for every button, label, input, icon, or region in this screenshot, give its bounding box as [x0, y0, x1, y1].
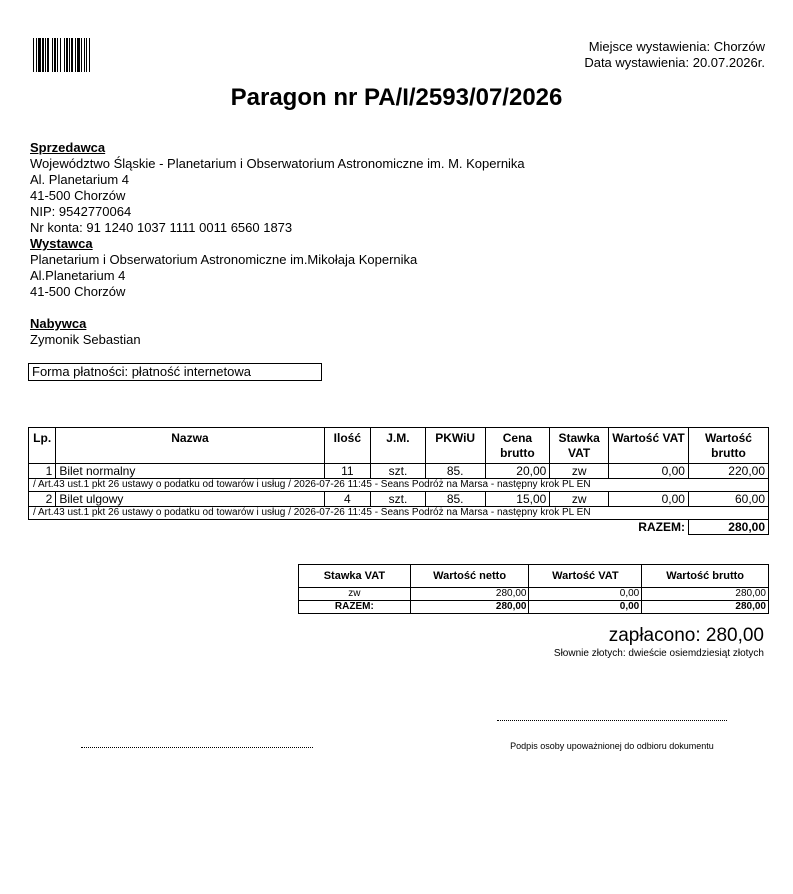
item-gross: 220,00	[688, 464, 768, 479]
header-price: Cena brutto	[485, 428, 550, 464]
item-gross: 60,00	[688, 492, 768, 507]
amount-in-words: Słownie złotych: dwieście osiemdziesiąt złotych	[553, 648, 764, 659]
issuer-heading: Wystawca	[30, 236, 93, 251]
item-price: 20,00	[485, 464, 550, 479]
seller-account: Nr konta: 91 1240 1037 1111 0011 6560 1873	[30, 220, 293, 235]
summary-total-net: 280,00	[410, 601, 529, 614]
header-gross: Wartość brutto	[688, 428, 768, 464]
items-total-value: 280,00	[688, 520, 768, 535]
signature-line-issuer	[81, 747, 313, 748]
summary-total-vat: 0,00	[529, 601, 642, 614]
item-pkwiu: 85.	[425, 492, 485, 507]
summary-header-rate: Stawka VAT	[299, 565, 411, 588]
header-lp: Lp.	[29, 428, 56, 464]
table-row	[29, 492, 769, 507]
table-row	[29, 464, 769, 479]
seller-line: Al. Planetarium 4	[30, 172, 129, 187]
item-vat-rate: zw	[550, 464, 609, 479]
summary-total-gross: 280,00	[642, 601, 769, 614]
summary-header-gross: Wartość brutto	[642, 565, 769, 588]
seller-nip: NIP: 9542770064	[30, 204, 132, 219]
summary-total-row	[299, 601, 769, 614]
items-header-row	[29, 428, 769, 464]
summary-header-vat: Wartość VAT	[529, 565, 642, 588]
header-qty: Ilość	[324, 428, 371, 464]
item-vat-value: 0,00	[609, 492, 689, 507]
signature-label: Podpis osoby upoważnionej do odbioru dokumentu	[510, 741, 714, 751]
amount-paid: zapłacono: 280,00	[608, 625, 764, 646]
seller-heading: Sprzedawca	[30, 140, 106, 155]
issuer-line: Planetarium i Obserwatorium Astronomiczne im.Mikołaja Kopernika	[30, 252, 418, 267]
item-unit: szt.	[371, 492, 426, 507]
item-pkwiu: 85.	[425, 464, 485, 479]
issuer-line: Al.Planetarium 4	[30, 268, 126, 283]
seller-block	[30, 140, 525, 236]
summary-gross: 280,00	[642, 588, 769, 601]
document-title: Paragon nr PA/I/2593/07/2026	[230, 84, 563, 111]
buyer-block	[30, 316, 141, 348]
item-name: Bilet ulgowy	[56, 492, 324, 507]
summary-header-row	[299, 565, 769, 588]
buyer-name: Zymonik Sebastian	[30, 332, 141, 347]
summary-rate: zw	[299, 588, 411, 601]
barcode	[33, 38, 123, 72]
issuer-line: 41-500 Chorzów	[30, 284, 126, 299]
item-note: / Art.43 ust.1 pkt 26 ustawy o podatku od towarów i usług / 2026-07-26 11:45 - Seans Podróż na Marsa - następny krok PL EN	[29, 507, 769, 520]
issuer-block	[30, 236, 417, 300]
item-vat-value: 0,00	[609, 464, 689, 479]
items-table	[28, 427, 769, 535]
summary-header-net: Wartość netto	[410, 565, 529, 588]
item-price: 15,00	[485, 492, 550, 507]
payment-method: Forma płatności: płatność internetowa	[28, 363, 322, 381]
seller-line: Województwo Śląskie - Planetarium i Obserwatorium Astronomiczne im. M. Kopernika	[30, 156, 525, 171]
header-pkwiu: PKWiU	[425, 428, 485, 464]
item-unit: szt.	[371, 464, 426, 479]
table-row-note	[29, 479, 769, 492]
signature-line-recipient	[497, 720, 727, 721]
header-unit: J.M.	[371, 428, 426, 464]
header-vat-value: Wartość VAT	[609, 428, 689, 464]
item-qty: 4	[324, 492, 371, 507]
header-vat-rate: Stawka VAT	[550, 428, 609, 464]
items-total-label: RAZEM:	[638, 520, 685, 535]
seller-line: 41-500 Chorzów	[30, 188, 126, 203]
issue-place: Miejsce wystawienia: Chorzów	[588, 39, 765, 54]
item-vat-rate: zw	[550, 492, 609, 507]
summary-total-label: RAZEM:	[299, 601, 411, 614]
item-note: / Art.43 ust.1 pkt 26 ustawy o podatku od towarów i usług / 2026-07-26 11:45 - Seans Podróż na Marsa - następny krok PL EN	[29, 479, 769, 492]
summary-net: 280,00	[410, 588, 529, 601]
summary-vat: 0,00	[529, 588, 642, 601]
buyer-heading: Nabywca	[30, 316, 87, 331]
table-row-note	[29, 507, 769, 520]
items-total-row	[29, 520, 769, 535]
item-lp: 2	[29, 492, 56, 507]
item-name: Bilet normalny	[56, 464, 324, 479]
vat-summary-table	[298, 564, 769, 614]
item-qty: 11	[324, 464, 371, 479]
issue-date: Data wystawienia: 20.07.2026r.	[584, 55, 765, 70]
header-name: Nazwa	[56, 428, 324, 464]
item-lp: 1	[29, 464, 56, 479]
summary-row	[299, 588, 769, 601]
